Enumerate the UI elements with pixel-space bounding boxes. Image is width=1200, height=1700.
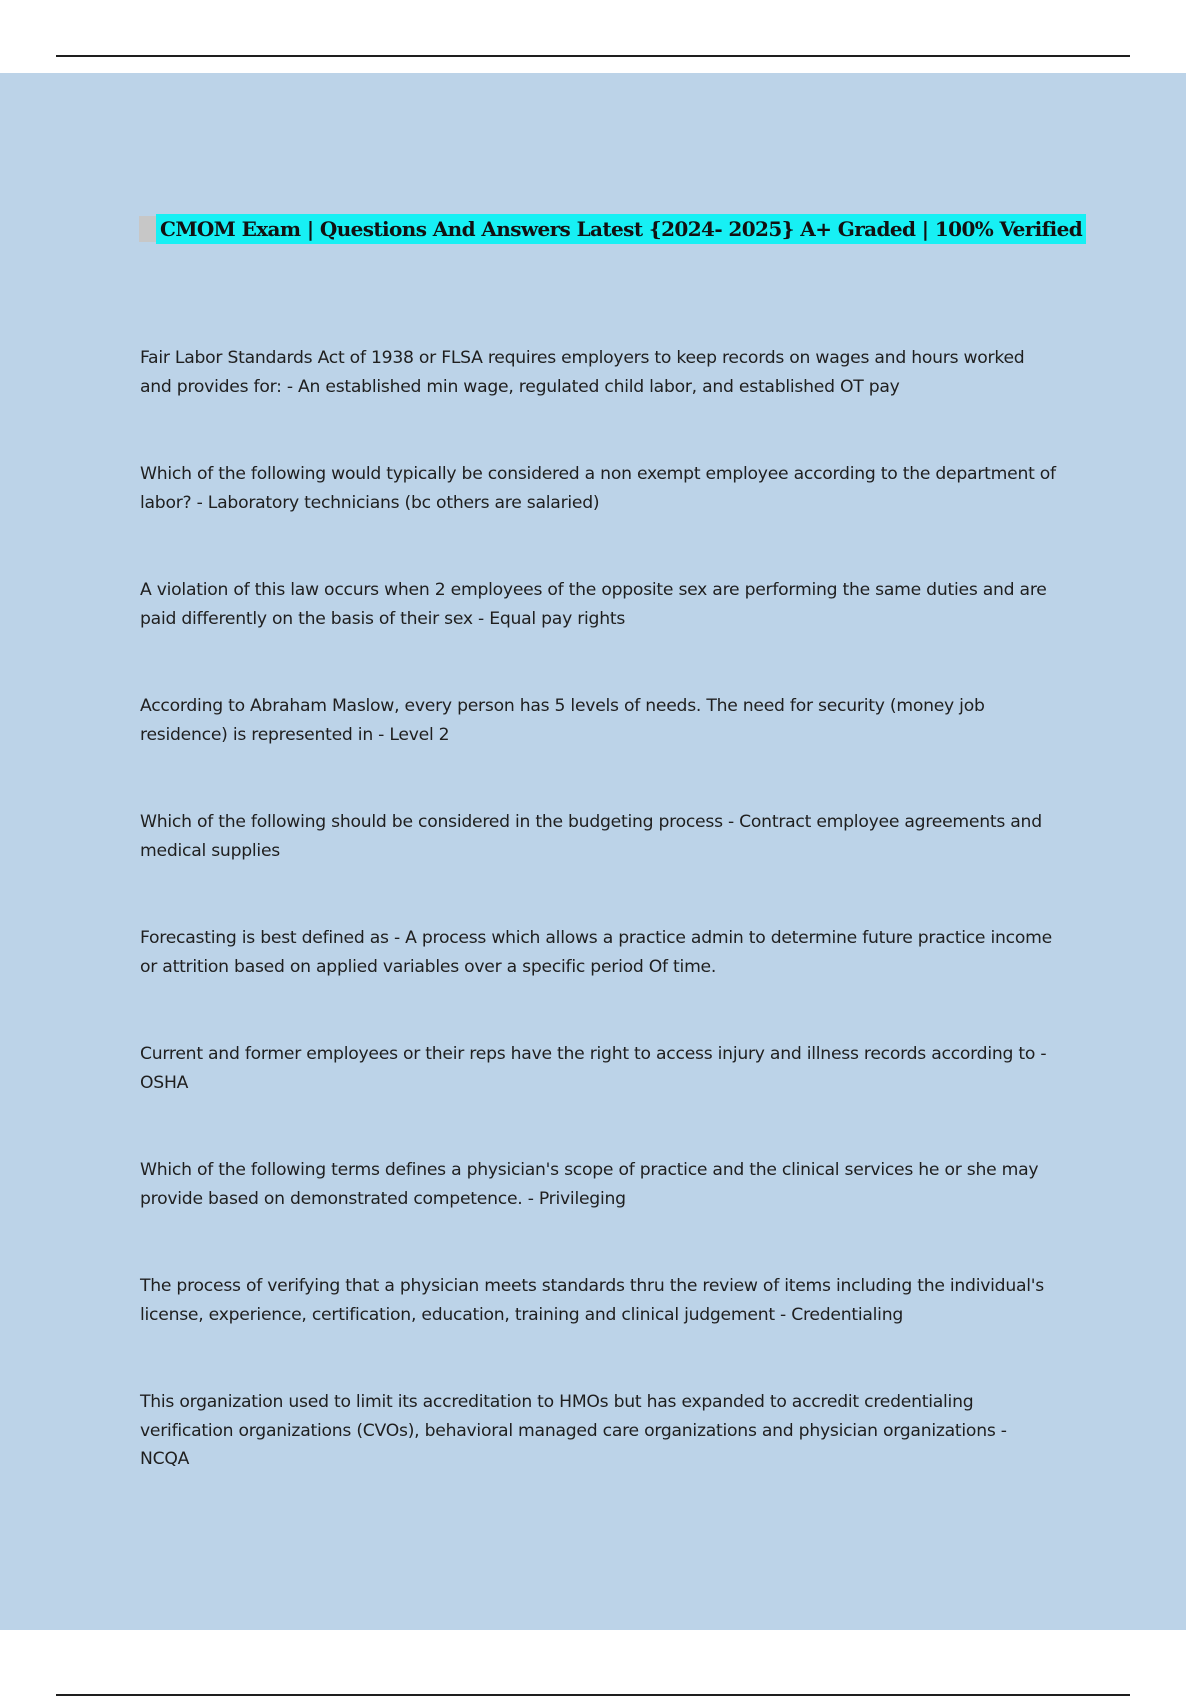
top-rule [56,55,1130,57]
qa-item-9: The process of verifying that a physician meets standards thru the review of items including the individual's license, experience, certification, education, training and clinical judgement - Credentialing [140,1276,1044,1325]
page-content-area [0,73,1186,1630]
qa-item-8: Which of the following terms defines a physician's scope of practice and the clinical services he or she may provide based on demonstrated competence. - Privileging [140,1160,1039,1209]
question-answer-list [140,343,1060,1503]
document-title: CMOM Exam | Questions And Answers Latest {2024- 2025} A+ Graded | 100% Verified [156,214,1086,244]
qa-item-3: A violation of this law occurs when 2 employees of the opposite sex are performing the same duties and are paid differently on the basis of their sex - Equal pay rights [140,580,1047,629]
qa-item-5: Which of the following should be considered in the budgeting process - Contract employee agreements and medical supplies [140,812,1042,861]
qa-item-6: Forecasting is best defined as - A process which allows a practice admin to determine future practice income or attrition based on applied variables over a specific period Of time. [140,928,1052,977]
qa-item-4: According to Abraham Maslow, every person has 5 levels of needs. The need for security (money job residence) is represented in - Level 2 [140,696,985,745]
qa-item-7: Current and former employees or their reps have the right to access injury and illness records according to - OSHA [140,1044,1047,1093]
qa-item-10: This organization used to limit its accreditation to HMOs but has expanded to accredit credentialing verification organizations (CVOs), behavioral managed care organizations and physician organizations - NCQA [140,1392,1007,1469]
qa-item-1: Fair Labor Standards Act of 1938 or FLSA requires employers to keep records on wages and hours worked and provides for: - An established min wage, regulated child labor, and established OT pay [140,348,1025,397]
bottom-rule [56,1694,1130,1696]
qa-item-2: Which of the following would typically be considered a non exempt employee according to the department of labor? - Laboratory technicians (bc others are salaried) [140,464,1056,513]
